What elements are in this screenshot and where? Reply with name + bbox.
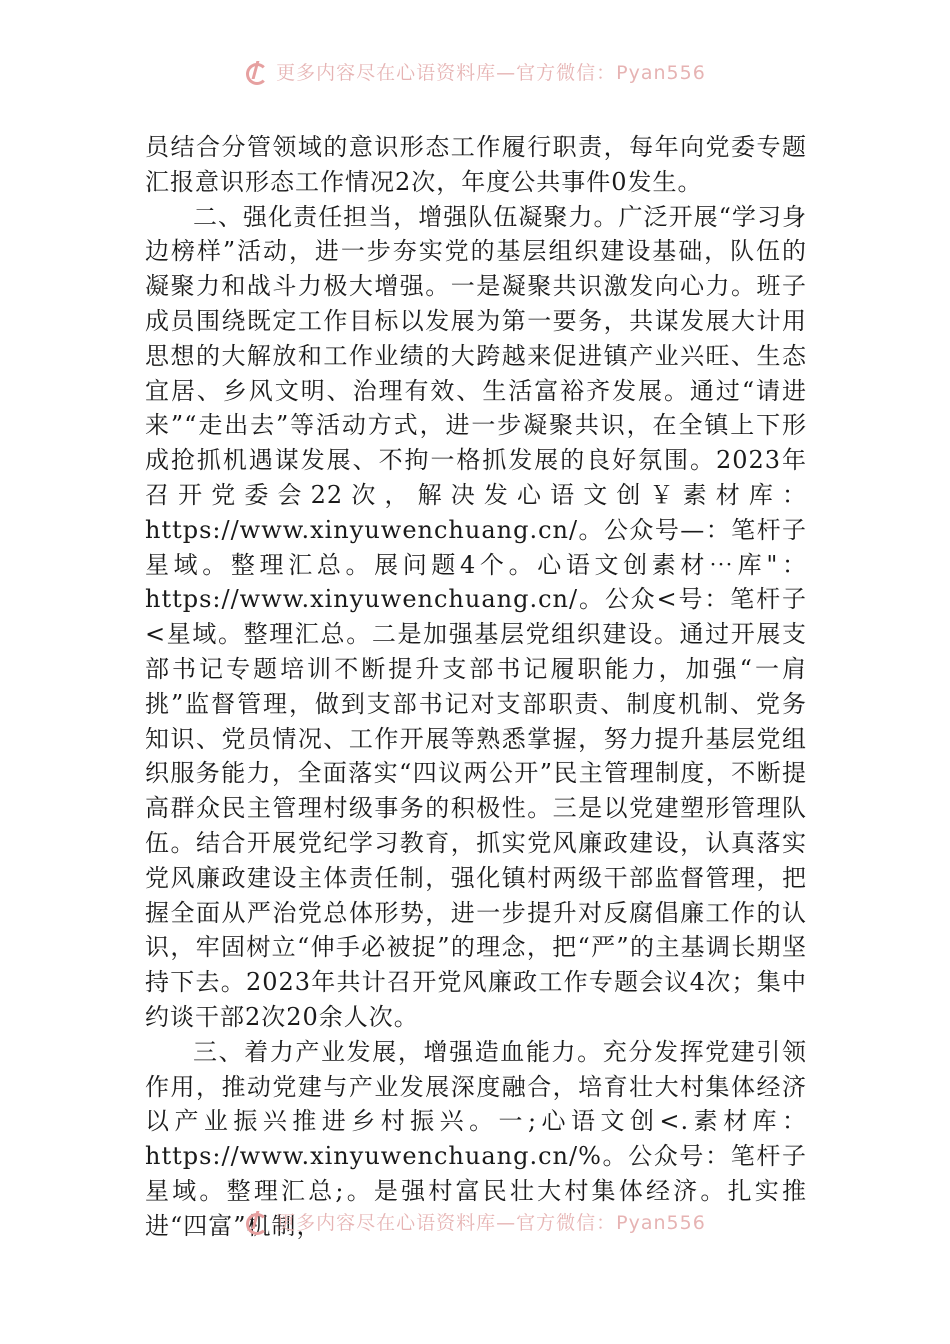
brand-logo-icon: [244, 1210, 270, 1232]
watermark-text: 更多内容尽在心语资料库—官方微信：Pyan556: [276, 61, 706, 84]
brand-logo-icon: [244, 60, 270, 82]
watermark-text: 更多内容尽在心语资料库—官方微信：Pyan556: [276, 1211, 706, 1234]
paragraph-3: 三、着力产业发展，增强造血能力。充分发挥党建引领作用，推动党建与产业发展深度融合，培育壮大村集体经济以产业振兴推进乡村振兴。一;心语文创<.素材库：https://www.xinyuwenchuang.cn/%。公众号：笔杆子星域。整理汇总;。是强村富民壮大村集体经济。扎实推进“四富”机制，: [145, 1037, 807, 1240]
watermark-footer: [0, 1206, 950, 1236]
watermark-header: [0, 56, 950, 86]
paragraph-1: 员结合分管领域的意识形态工作履行职责，每年向党委专题汇报意识形态工作情况2次，年度公共事件0发生。: [145, 133, 807, 196]
document-body: [145, 130, 807, 1244]
paragraph-2: 二、强化责任担当，增强队伍凝聚力。广泛开展“学习身边榜样”活动，进一步夯实党的基层组织建设基础，队伍的凝聚力和战斗力极大增强。一是凝聚共识激发向心力。班子成员围绕既定工作目标以发展为第一要务，共谋发展大计用思想的大解放和工作业绩的大跨越来促进镇产业兴旺、生态宜居、乡风文明、治理有效、生活富裕齐发展。通过“请进来”“走出去”等活动方式，进一步凝聚共识，在全镇上下形成抢抓机遇谋发展、不拘一格抓发展的良好氛围。2023年召开党委会22次，解决发心语文创￥素材库：https://www.xinyuwenchuang.cn/。公众号—：笔杆子星域。整理汇总。展问题4个。心语文创素材⋯库"：https://www.xinyuwenchuang.cn/。公众<号：笔杆子<星域。整理汇总。二是加强基层党组织建设。通过开展支部书记专题培训不断提升支部书记履职能力，加强“一肩挑”监督管理，做到支部书记对支部职责、制度机制、党务知识、党员情况、工作开展等熟悉掌握，努力提升基层党组织服务能力，全面落实“四议两公开”民主管理制度，不断提高群众民主管理村级事务的积极性。三是以党建塑形管理队伍。结合开展党纪学习教育，抓实党风廉政建设，认真落实党风廉政建设主体责任制，强化镇村两级干部监督管理，把握全面从严治党总体形势，进一步提升对反腐倡廉工作的认识，牢固树立“伸手必被捉”的理念，把“严”的主基调长期坚持下去。2023年共计召开党风廉政工作专题会议4次；集中约谈干部2次20余人次。: [145, 202, 807, 1031]
